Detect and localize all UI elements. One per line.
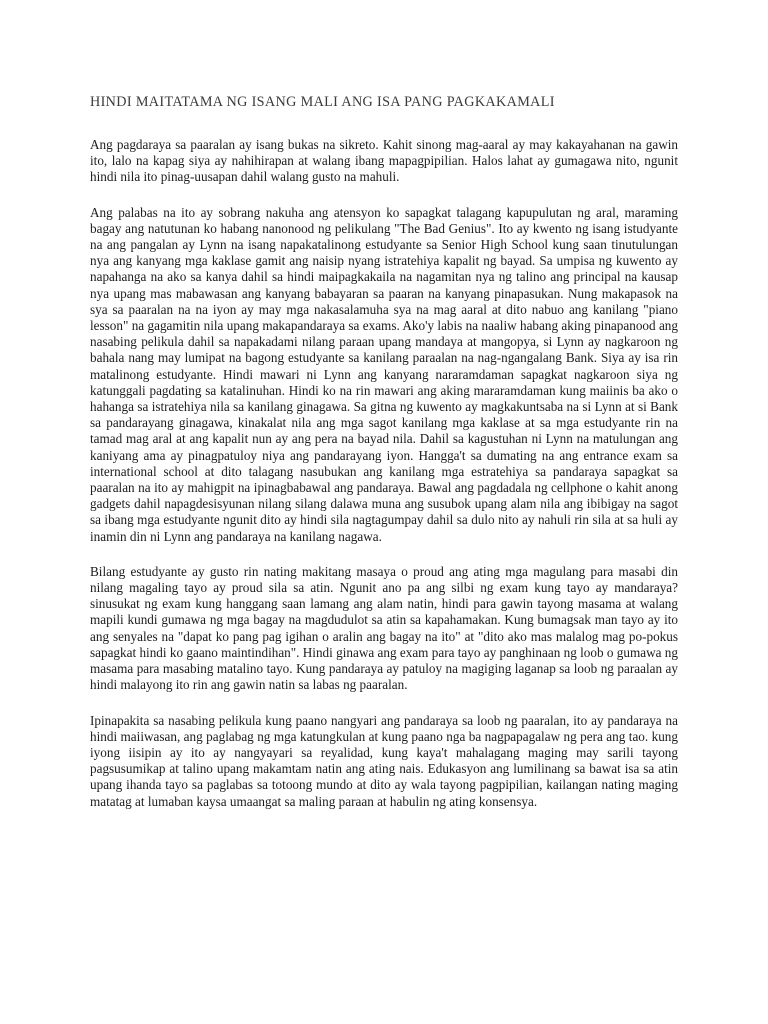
paragraph-conclusion: Ipinapakita sa nasabing pelikula kung paano nangyari ang pandaraya sa loob ng paaralan, ito ay pandaraya na hindi maiiwasan, ang paglabag ng mga katungkulan at kung paano nga ba nagpapagalaw ng pera ang tao. kung iyong iisipin ay ito ay nangyayari sa reyalidad, kung kaya't mahalagang maging may sarili tayong pagsusumikap at talino upang makamtam natin ang ating nais. Edukasyon ang lumilinang sa bawat isa sa atin upang ihanda tayo sa paglabas sa totoong mundo at dito ay wala tayong pagpipilian, kailangan nating maging matatag at lumaban kaysa umaangat sa maling paraan at habulin ng ating konsensya. bbox=[90, 712, 678, 809]
paragraph-intro: Ang pagdaraya sa paaralan ay isang bukas na sikreto. Kahit sinong mag-aaral ay may kakayahanan na gawin ito, lalo na kapag siya ay nahihirapan at walang ibang mapagpipilian. Halos lahat ay gumagawa nito, ngunit hindi nila ito pinag-uusapan dahil walang gusto na mahuli. bbox=[90, 137, 678, 185]
document-title: HINDI MAITATAMA NG ISANG MALI ANG ISA PANG PAGKAKAMALI bbox=[90, 94, 555, 110]
paragraph-student-reflection: Bilang estudyante ay gusto rin nating makitang masaya o proud ang ating mga magulang para masabi din nilang magaling tayo ay proud sila sa atin. Ngunit ano pa ang silbi ng exam kung tayo ay mandaraya? sinusukat ng exam kung hanggang saan lamang ang alam natin, hindi para gawin tayong masama at walang mapili kundi gumawa ng mga bagay na magdudulot sa atin sa kapahamakan. Kung bumagsak man tayo ay ito ang senyales na "dapat ko pang pag igihan o aralin ang bagay na ito" at "dito ako mas malalog mag po-pokus sapagkat hindi ko gaano maintindihan". Hindi ginawa ang exam para tayo ay panghinaan ng loob o gumawa ng masama para masabing matalino tayo. Kung pandaraya ay patuloy na magiging laganap sa loob ng paraalan ay hindi malayong ito rin ang gawin natin sa labas ng paaralan. bbox=[90, 563, 678, 693]
document-body bbox=[90, 137, 678, 829]
paragraph-film-summary: Ang palabas na ito ay sobrang nakuha ang atensyon ko sapagkat talagang kapupulutan ng aral, maraming bagay ang natutunan ko habang nanonood ng pelikulang "The Bad Genius". Ito ay kwento ng isang istudyante na ang pangalan ay Lynn na isang napakatalinong estudyante sa Senior High School kung saan tinutulungan nya ang kanyang mga kaklase gamit ang naisip nyang istratehiya kapalit ng bayad. Sa umpisa ng kuwento ay napahanga na ako sa kanya dahil sa hindi maipagkakaila na nagamitan nya ng talino ang principal na kausap nya upang mas mabawasan ang kanyang babayaran sa paaran na kanyang pinapasukan. Nung makapasok na sya sa paaralan na na iyon ay may mga nakasalamuha sya na mag aaral at dito nabuo ang kanilang "piano lesson" na gagamitin nila upang makapandaraya sa exams. Ako'y labis na naaliw habang aking pinapanood ang nasabing pelikula dahil sa napakadami nilang paraan upang mandaya at mangopya, si Lynn ay nagkaroon ng bahala nang may lumipat na bagong estudyante sa kanilang paraalan na nag-ngangalang Bank. Siya ay isa rin matalinong estudyante. Hindi mawari ni Lynn ang kanyang nararamdaman sapagkat nagkaroon siya ng katunggali pagdating sa katalinuhan. Hindi ko na rin mawari ang aking mararamdaman kung maiinis ba ako o hahanga sa istratehiya nila sa kanilang ginagawa. Sa gitna ng kuwento ay magkakuntsaba na si Lynn at si Bank sa pandarayang ginagawa, kinakalat nila ang mga sagot kanilang mga kaklase at sa mga estudyante rin na tamad mag aral at ang kapalit nun ay ang pera na bayad nila. Dahil sa kagustuhan ni Lynn na matulungan ang kaniyang ama ay pinagpatuloy niya ang pandarayang iyon. Hangga't sa dumating na ang entrance exam sa international school at dito talagang nasubukan ang kanilang mga estratehiya sa pandaraya sapagkat sa paaralan na ito ay mahigpit na ipinagbabawal ang pandaraya. Bawal ang pagdadala ng cellphone o kahit anong gadgets dahil napagdesisyunan nilang silang dalawa muna ang susubok upang alam nila ang ibibigay na sagot sa ibang mga estudyante ngunit dito ay hindi sila nagtagumpay dahil sa dulo nito ay nahuli rin sila at sa huli ay inamin din ni Lynn ang pandaraya na kanilang nagawa. bbox=[90, 204, 678, 544]
